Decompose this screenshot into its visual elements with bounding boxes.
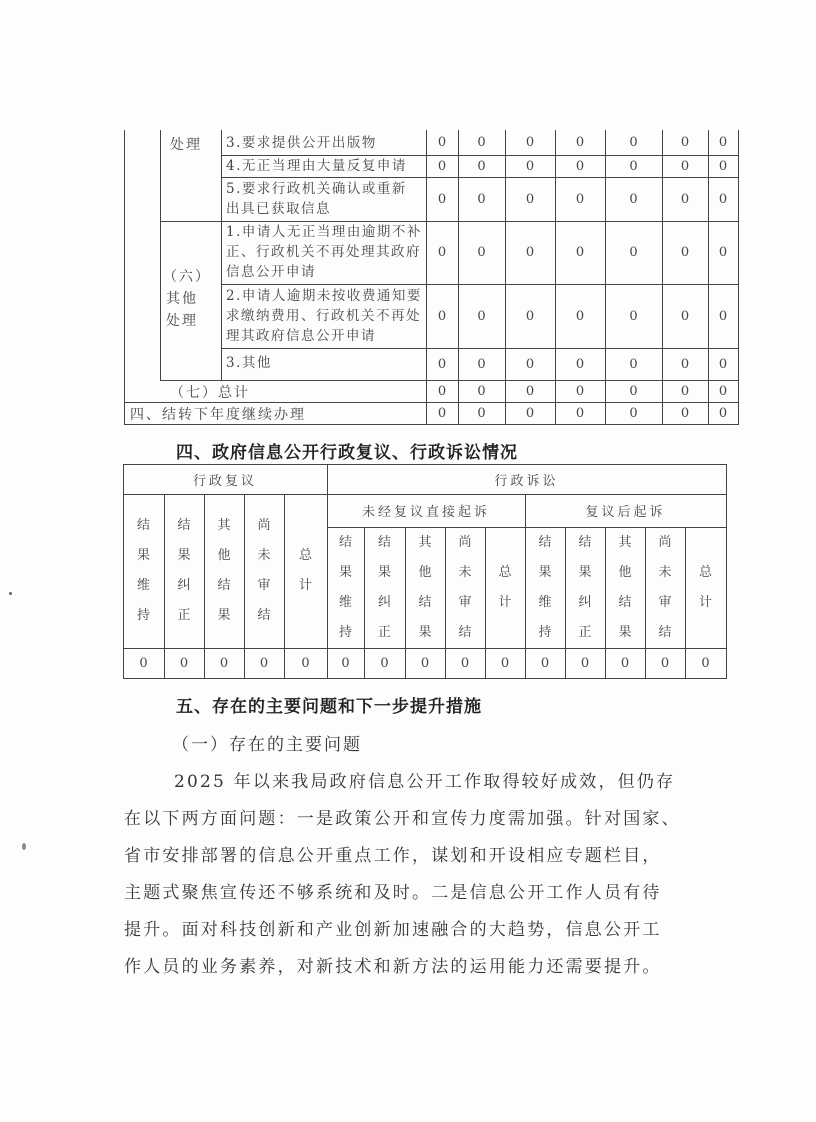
value-cell: 0 bbox=[680, 191, 690, 207]
value-cell: 0 bbox=[477, 383, 486, 399]
value-cell: 0 bbox=[477, 191, 486, 207]
column-header-char: 结 bbox=[257, 608, 271, 623]
value-cell: 0 bbox=[525, 191, 535, 207]
table-border bbox=[123, 678, 727, 679]
table-border bbox=[124, 130, 125, 425]
value-cell: 0 bbox=[629, 308, 638, 324]
row-label: 3.要求提供公开出版物 bbox=[226, 135, 377, 151]
column-header-char: 结 bbox=[338, 534, 352, 550]
column-header bbox=[284, 494, 327, 648]
value-cell: 0 bbox=[575, 356, 585, 372]
subsection-title: （一）存在的主要问题 bbox=[172, 735, 362, 755]
column-header bbox=[164, 494, 204, 648]
value-cell: 0 bbox=[477, 308, 486, 324]
column-header-char: 审 bbox=[458, 594, 472, 610]
paragraph-line: 在以下两方面问题：一是政策公开和宣传力度需加强。针对国家、 bbox=[124, 809, 681, 829]
column-header bbox=[405, 527, 445, 648]
value-cell: 0 bbox=[718, 356, 728, 372]
column-header-char: 正 bbox=[578, 624, 592, 640]
table-border bbox=[124, 424, 739, 425]
value-cell: 0 bbox=[219, 655, 229, 671]
column-header-char: 纠 bbox=[177, 578, 191, 593]
column-header-char: 果 bbox=[338, 564, 352, 580]
review-header: 行政复议 bbox=[192, 473, 257, 489]
value-cell: 0 bbox=[525, 356, 535, 372]
value-cell: 0 bbox=[620, 655, 630, 671]
value-cell: 0 bbox=[575, 135, 585, 150]
value-cell: 0 bbox=[437, 383, 447, 399]
value-cell: 0 bbox=[477, 245, 486, 260]
column-header-char: 持 bbox=[338, 624, 352, 640]
column-header bbox=[123, 494, 164, 648]
table-border bbox=[726, 464, 727, 679]
value-cell: 0 bbox=[477, 158, 486, 174]
column-header-char: 总 bbox=[298, 548, 312, 563]
category-label: 处理 bbox=[166, 313, 198, 329]
litigation-header: 行政诉讼 bbox=[494, 473, 559, 489]
value-cell: 0 bbox=[437, 135, 447, 150]
column-header-char: 结 bbox=[418, 594, 432, 610]
column-header bbox=[525, 527, 565, 648]
row-label: 4.无正当理由大量反复申请 bbox=[226, 158, 407, 174]
column-header-char: 他 bbox=[618, 564, 632, 580]
value-cell: 0 bbox=[437, 356, 447, 372]
value-cell: 0 bbox=[525, 135, 535, 150]
column-header bbox=[204, 494, 244, 648]
section-5-title: 五、存在的主要问题和下一步提升措施 bbox=[176, 697, 482, 717]
column-header-char: 果 bbox=[538, 564, 552, 580]
value-cell: 0 bbox=[139, 655, 148, 671]
paragraph-line: 省市安排部署的信息公开重点工作，谋划和开设相应专题栏目， bbox=[124, 846, 662, 866]
value-cell: 0 bbox=[575, 191, 585, 207]
row-label: 正、行政机关不再处理其政府 bbox=[226, 244, 421, 260]
column-header-char: 果 bbox=[377, 564, 391, 580]
value-cell: 0 bbox=[477, 405, 486, 421]
value-cell: 0 bbox=[718, 245, 728, 260]
value-cell: 0 bbox=[259, 655, 269, 671]
column-header-char: 尚 bbox=[458, 534, 472, 550]
column-header-char: 计 bbox=[698, 594, 712, 610]
column-header-char: 总 bbox=[698, 564, 712, 580]
column-header-char: 结 bbox=[217, 578, 231, 593]
value-cell: 0 bbox=[341, 655, 350, 671]
direct-suit-header: 未经复议直接起诉 bbox=[361, 505, 490, 520]
row-label: 出具已获取信息 bbox=[226, 201, 331, 217]
row-label: 1.申请人无正当理由逾期不补 bbox=[226, 224, 422, 240]
column-header-char: 未 bbox=[458, 564, 472, 580]
value-cell: 0 bbox=[680, 308, 690, 324]
column-header bbox=[565, 527, 605, 648]
row-label: 理其政府信息公开申请 bbox=[226, 328, 376, 344]
column-header bbox=[645, 527, 685, 648]
column-header-char: 果 bbox=[136, 548, 150, 563]
column-header bbox=[364, 527, 405, 648]
value-cell: 0 bbox=[179, 655, 189, 671]
value-cell: 0 bbox=[718, 383, 728, 399]
value-cell: 0 bbox=[301, 655, 310, 671]
row-label: 信息公开申请 bbox=[226, 264, 316, 280]
column-header-char: 结 bbox=[618, 594, 632, 610]
category-label: 四、结转下年度继续办理 bbox=[130, 407, 306, 423]
column-header bbox=[685, 527, 726, 648]
column-header-char: 尚 bbox=[257, 518, 271, 533]
value-cell: 0 bbox=[680, 356, 690, 372]
column-header-char: 持 bbox=[538, 624, 552, 640]
column-header-char: 结 bbox=[578, 534, 592, 550]
value-cell: 0 bbox=[680, 245, 690, 260]
value-cell: 0 bbox=[718, 135, 728, 150]
row-label: 2.申请人逾期未按收费通知要 bbox=[226, 288, 422, 304]
column-header-char: 审 bbox=[658, 594, 672, 610]
column-header-char: 维 bbox=[338, 594, 352, 610]
column-header-char: 未 bbox=[257, 548, 271, 563]
value-cell: 0 bbox=[525, 245, 535, 260]
row-label: 5.要求行政机关确认或重新 bbox=[226, 181, 407, 197]
value-cell: 0 bbox=[477, 135, 486, 150]
column-header-char: 结 bbox=[658, 624, 672, 640]
value-cell: 0 bbox=[718, 405, 728, 421]
paragraph-line: 2025 年以来我局政府信息公开工作取得较好成效，但仍存 bbox=[174, 772, 676, 792]
column-header-char: 果 bbox=[217, 608, 231, 623]
value-cell: 0 bbox=[525, 308, 535, 324]
column-header-char: 结 bbox=[538, 534, 552, 550]
value-cell: 0 bbox=[525, 405, 535, 421]
value-cell: 0 bbox=[718, 191, 728, 207]
value-cell: 0 bbox=[575, 308, 585, 324]
scan-speck bbox=[9, 592, 12, 595]
value-cell: 0 bbox=[680, 383, 690, 399]
value-cell: 0 bbox=[420, 655, 430, 671]
column-header-char: 维 bbox=[538, 594, 552, 610]
column-header-char: 正 bbox=[177, 608, 191, 623]
column-header-char: 他 bbox=[217, 548, 231, 563]
column-header-char: 他 bbox=[418, 564, 432, 580]
column-header bbox=[327, 527, 364, 648]
column-header-char: 结 bbox=[177, 518, 191, 533]
column-header bbox=[445, 527, 485, 648]
column-header-char: 审 bbox=[257, 578, 271, 593]
column-header-char: 总 bbox=[498, 564, 512, 580]
value-cell: 0 bbox=[575, 158, 585, 174]
value-cell: 0 bbox=[718, 308, 728, 324]
value-cell: 0 bbox=[525, 158, 535, 174]
value-cell: 0 bbox=[629, 383, 638, 399]
column-header-char: 结 bbox=[458, 624, 472, 640]
column-header-char: 果 bbox=[177, 548, 191, 563]
column-header-char: 结 bbox=[377, 534, 391, 550]
column-header-char: 纠 bbox=[377, 594, 391, 610]
column-header-char: 其 bbox=[618, 534, 632, 550]
column-header-char: 未 bbox=[658, 564, 672, 580]
scan-speck bbox=[22, 843, 26, 850]
value-cell: 0 bbox=[680, 405, 690, 421]
value-cell: 0 bbox=[580, 655, 590, 671]
column-header-char: 持 bbox=[136, 608, 150, 623]
column-header-char: 果 bbox=[418, 624, 432, 640]
category-label: 处理 bbox=[170, 137, 202, 153]
value-cell: 0 bbox=[575, 245, 585, 260]
column-header bbox=[244, 494, 284, 648]
row-label: 3.其他 bbox=[226, 355, 272, 371]
value-cell: 0 bbox=[437, 245, 447, 260]
section-4-title: 四、政府信息公开行政复议、行政诉讼情况 bbox=[176, 443, 518, 463]
column-header-char: 果 bbox=[618, 624, 632, 640]
value-cell: 0 bbox=[380, 655, 389, 671]
value-cell: 0 bbox=[629, 191, 638, 207]
value-cell: 0 bbox=[540, 655, 550, 671]
column-header-char: 其 bbox=[217, 518, 231, 533]
value-cell: 0 bbox=[437, 191, 447, 207]
value-cell: 0 bbox=[629, 158, 638, 174]
category-label: （六） bbox=[163, 269, 211, 285]
column-header-char: 结 bbox=[136, 518, 150, 533]
value-cell: 0 bbox=[460, 655, 470, 671]
value-cell: 0 bbox=[680, 158, 690, 174]
column-header-char: 维 bbox=[136, 578, 150, 593]
paragraph-line: 作人员的业务素养，对新技术和新方法的运用能力还需要提升。 bbox=[124, 957, 662, 977]
value-cell: 0 bbox=[575, 405, 585, 421]
category-label: （七）总计 bbox=[170, 385, 250, 401]
value-cell: 0 bbox=[629, 135, 638, 150]
value-cell: 0 bbox=[629, 356, 638, 372]
column-header-char: 尚 bbox=[658, 534, 672, 550]
row-label: 求缴纳费用、行政机关不再处 bbox=[226, 308, 421, 324]
column-header-char: 其 bbox=[418, 534, 432, 550]
value-cell: 0 bbox=[477, 356, 486, 372]
column-header-char: 计 bbox=[298, 578, 312, 593]
table-border bbox=[160, 130, 161, 380]
column-header-char: 正 bbox=[377, 624, 391, 640]
column-header-char: 果 bbox=[578, 564, 592, 580]
column-header bbox=[605, 527, 645, 648]
value-cell: 0 bbox=[437, 405, 447, 421]
paragraph-line: 提升。面对科技创新和产业创新加速融合的大趋势，信息公开工 bbox=[124, 920, 662, 940]
column-header-char: 计 bbox=[498, 594, 512, 610]
column-header bbox=[485, 527, 525, 648]
value-cell: 0 bbox=[629, 405, 638, 421]
after-review-suit-header: 复议后起诉 bbox=[585, 505, 666, 520]
category-label: 其他 bbox=[166, 291, 198, 307]
value-cell: 0 bbox=[437, 308, 447, 324]
column-header-char: 纠 bbox=[578, 594, 592, 610]
value-cell: 0 bbox=[575, 383, 585, 399]
value-cell: 0 bbox=[660, 655, 670, 671]
value-cell: 0 bbox=[437, 158, 447, 174]
paragraph-line: 主题式聚焦宣传还不够系统和及时。二是信息公开工作人员有待 bbox=[124, 883, 662, 903]
value-cell: 0 bbox=[500, 655, 510, 671]
value-cell: 0 bbox=[718, 158, 728, 174]
value-cell: 0 bbox=[701, 655, 710, 671]
value-cell: 0 bbox=[680, 135, 690, 150]
value-cell: 0 bbox=[525, 383, 535, 399]
value-cell: 0 bbox=[629, 245, 638, 260]
